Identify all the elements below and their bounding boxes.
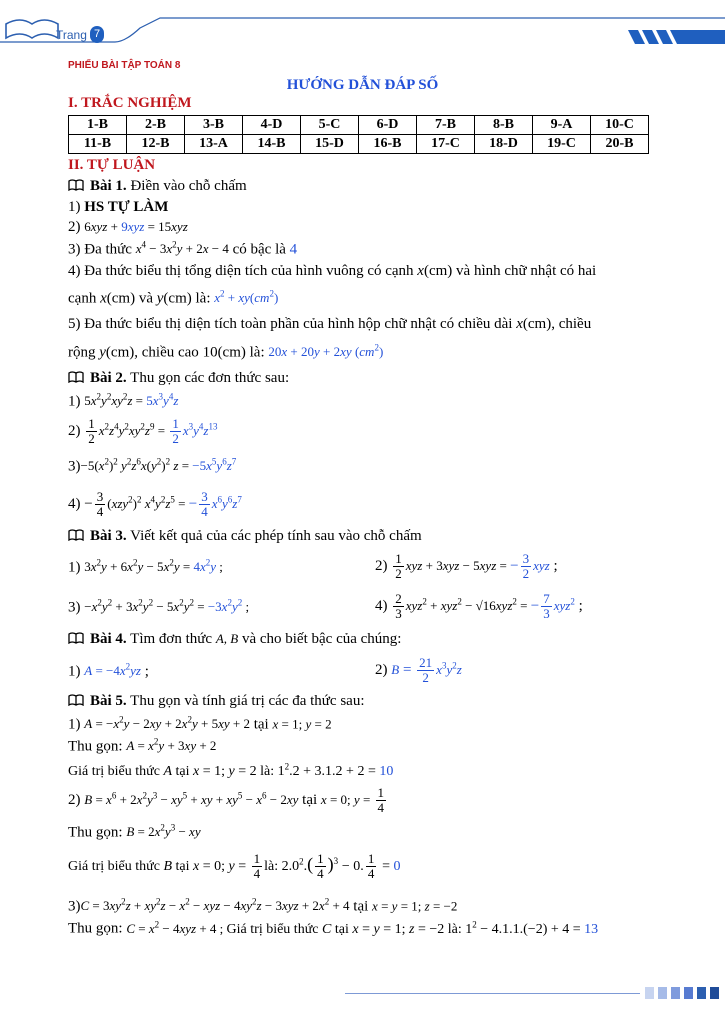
exercise-5-line-1: 1) $A = -x^2y - 2xy + 2x^2y + 5xy + 2$ tại x = 1; y = 2 [68, 715, 332, 733]
exercise-5-heading: Bài 5. Thu gọn và tính giá trị các đa thức sau: [68, 693, 364, 710]
exercise-3-heading: Bài 3. Viết kết quả của các phép tính sau vào chỗ chấm [68, 528, 422, 545]
footer-square [645, 987, 654, 999]
answer-cell: 8-B [475, 116, 533, 135]
exercise-2-line-4: 4) − $\frac{3}{4}$ $(xzy^2)^2$ $x^4y^2z^5$ = − $\frac{3}{4}$ $x^6y^6z^7$ [68, 489, 242, 519]
exercise-5-line-3: Giá trị biểu thức A tại x = 1; y = 2 là: $1^2.2 + 3.1.2 + 2 = 10$ [68, 761, 394, 779]
section-multiple-choice: I. TRẮC NGHIỆM [68, 95, 192, 111]
page-title: HƯỚNG DẪN ĐÁP SỐ [286, 77, 439, 93]
exercise-4-line-2: 2) B = $\frac{21}{2}$ $x^3y^2z$ [375, 655, 462, 685]
footer-square [697, 987, 706, 999]
exercise-5-line-8: Thu gọn: $C = x^2 - 4xyz + 4$ ; Giá trị biểu thức C tại x = y = 1; z = −2 là: $1^2 - 4.1.1.(-2) + 4 = 13$ [68, 919, 599, 937]
exercise-1-line-3: 3) Đa thức $x^4 - 3x^2y + 2x - 4$ có bậc là 4 [68, 240, 298, 258]
footer-square [671, 987, 680, 999]
header-banner [0, 0, 725, 50]
answer-cell: 5-C [301, 116, 359, 135]
page-label: Trang [56, 28, 87, 42]
open-book-icon [68, 694, 84, 706]
footer-square [658, 987, 667, 999]
exercise-4-line-1: 1) $A = -4x^2yz$ ; [68, 662, 149, 680]
exercise-1-line-1: 1) HS TỰ LÀM [68, 199, 169, 215]
answer-cell: 7-B [417, 116, 475, 135]
answer-cell: 2-B [127, 116, 185, 135]
exercise-5-line-2: Thu gọn: $A = x^2y + 3xy + 2$ [68, 737, 217, 755]
exercise-4-heading: Bài 4. Tìm đơn thức A, B và cho biết bậc của chúng: [68, 631, 401, 648]
exercise-3-line-2: 2) $\frac{1}{2}$ xyz + 3xyz − 5xyz = − $\frac{3}{2}$ xyz ; [375, 551, 558, 581]
answer-cell: 10-C [591, 116, 649, 135]
exercise-1-line-5b: rộng y(cm), chiều cao 10(cm) là: 20x + 20y + 2xy $(cm^2)$ [68, 343, 384, 361]
answer-cell: 11-B [69, 135, 127, 154]
answer-cell: 17-C [417, 135, 475, 154]
answer-cell: 9-A [533, 116, 591, 135]
answer-cell: 1-B [69, 116, 127, 135]
open-book-icon [68, 179, 84, 191]
answer-cell: 13-A [185, 135, 243, 154]
answer-cell: 16-B [359, 135, 417, 154]
exercise-2-heading: Bài 2. Thu gọn các đơn thức sau: [68, 370, 289, 387]
exercise-1-heading: Bài 1. Điền vào chỗ chấm [68, 178, 247, 195]
footer-square [710, 987, 719, 999]
open-book-icon [68, 632, 84, 644]
answer-cell: 19-C [533, 135, 591, 154]
page-number: 7 [90, 26, 104, 43]
exercise-3-line-1: 1) $3x^2y + 6x^2y - 5x^2y = 4x^2y$ ; [68, 558, 223, 576]
answer-cell: 12-B [127, 135, 185, 154]
open-book-icon [68, 371, 84, 383]
answer-cell: 15-D [301, 135, 359, 154]
exercise-5-line-6: Giá trị biểu thức B tại x = 0; y = $\frac{1}{4}$ là: $2.0^2$.( $\frac{1}{4}$ )$^3$ − 0. $\frac{1}{4}$ = 0 [68, 851, 401, 881]
answer-cell: 3-B [185, 116, 243, 135]
answer-cell: 6-D [359, 116, 417, 135]
sheet-label: PHIẾU BÀI TẬP TOÁN 8 [68, 60, 181, 71]
answer-cell: 4-D [243, 116, 301, 135]
answer-table [68, 115, 649, 154]
exercise-2-line-3: $3)-5(x^2)^2$ $y^2z^6x(y^2)^2$ $z = -5x^5y^6z^7$ [68, 457, 237, 475]
book-logo-icon [6, 20, 58, 38]
exercise-3-line-3: $3) -x^2y^2 + 3x^2y^2 - 5x^2y^2 = -3x^2y^2$ ; [68, 598, 250, 616]
exercise-1-line-2: 2) 6xyz + 9xyz = 15xyz [68, 219, 188, 235]
exercise-1-line-4b: cạnh x(cm) và y(cm) là: $x^2 + xy(cm^2)$ [68, 289, 279, 307]
answer-cell: 18-D [475, 135, 533, 154]
exercise-1-line-4: 4) Đa thức biểu thị tổng diện tích của hình vuông có cạnh x(cm) và hình chữ nhật có hai [68, 263, 597, 279]
footer-square [684, 987, 693, 999]
exercise-2-line-1: 1) $5x^2y^2xy^2z = 5x^3y^4z$ [68, 392, 179, 410]
exercise-5-line-7: $3)C = 3xy^2z + xy^2z - x^2$ − xyz − $4xy^2z - 3xyz + 2x^2 + 4$ tại x = y = 1; z = −2 [68, 897, 458, 915]
exercise-5-line-5: Thu gọn: $B = 2x^2y^3$ − xy [68, 823, 201, 841]
answer-cell: 20-B [591, 135, 649, 154]
exercise-3-line-4: 4) $\frac{2}{3}$ xyz$^2$ + xyz$^2$ − √16xyz$^2$ = − $\frac{7}{3}$ xyz$^2$ ; [375, 591, 583, 621]
exercise-2-line-2: 2) $\frac{1}{2}$ $x^2z^4y^2xy^2z^9$ = $\frac{1}{2}$ $x^3y^4z^{13}$ [68, 416, 218, 446]
answer-cell: 14-B [243, 135, 301, 154]
exercise-1-line-5: 5) Đa thức biểu thị diện tích toàn phần của hình hộp chữ nhật có chiều dài x(cm), chiều [68, 316, 592, 332]
exercise-5-line-4: 2) $B = x^6 + 2x^2y^3 - xy^5$ + xy + $xy^5 - x^6 - 2xy$ tại x = 0; y = $\frac{1}{4}$ [68, 785, 385, 815]
open-book-icon [68, 529, 84, 541]
section-essay: II. TỰ LUẬN [68, 157, 156, 173]
footer-rule [345, 993, 640, 994]
